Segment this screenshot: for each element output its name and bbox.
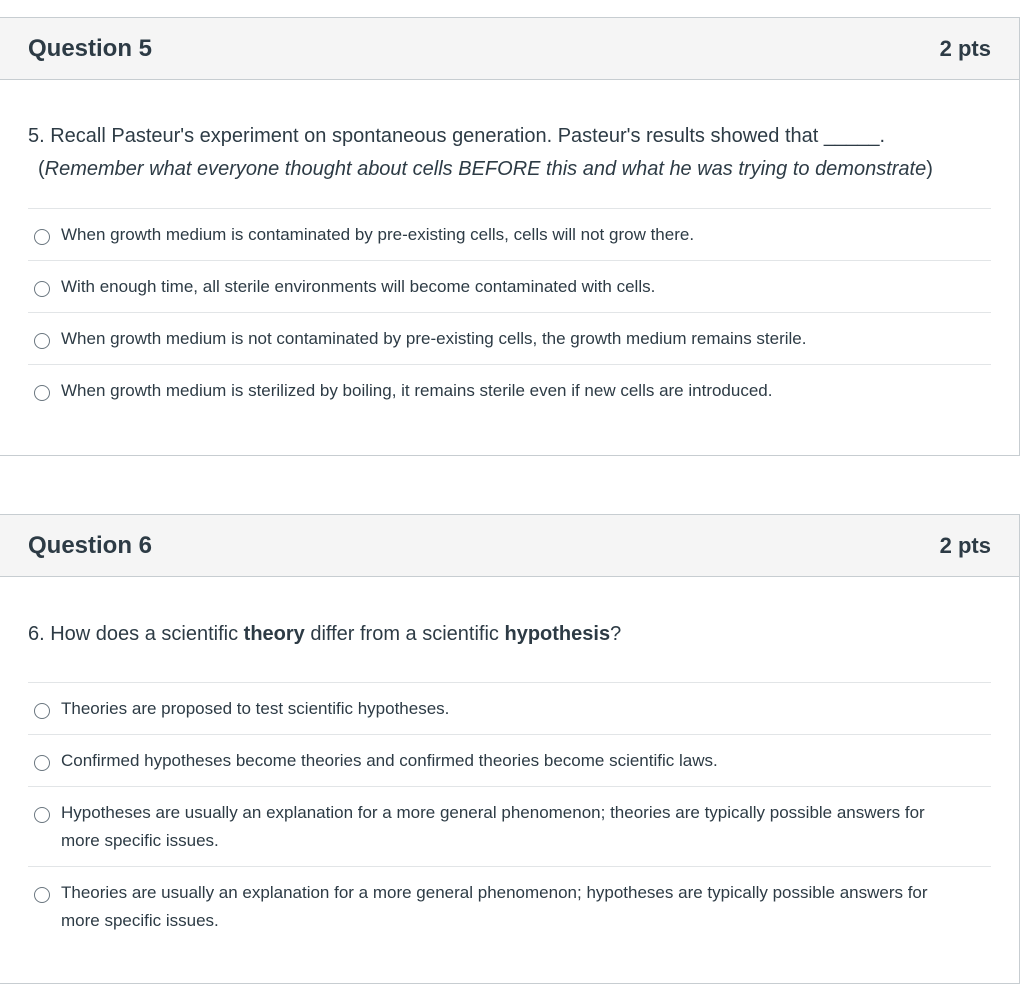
radio-button-icon[interactable] (34, 229, 50, 245)
answer-option[interactable] (28, 866, 991, 946)
answer-option[interactable] (28, 364, 991, 416)
question-5-card (0, 17, 1020, 456)
question-6-answers (28, 682, 991, 946)
radio-button-icon[interactable] (34, 703, 50, 719)
answer-label[interactable]: When growth medium is contaminated by pre-existing cells, cells will not grow there. (61, 225, 695, 244)
radio-button-icon[interactable] (34, 333, 50, 349)
question-6-text-part1: 6. How does a scientific (28, 623, 244, 645)
radio-button-icon[interactable] (34, 281, 50, 297)
answer-label[interactable]: Theories are proposed to test scientific hypotheses. (61, 699, 450, 718)
question-6-text (28, 618, 991, 651)
question-5-body (0, 120, 1019, 416)
radio-button-icon[interactable] (34, 755, 50, 771)
question-6-text-part3: ? (610, 623, 622, 645)
answer-label[interactable]: Theories are usually an explanation for a more general phenomenon; hypotheses are typically possible answers for more specific issues. (61, 883, 928, 930)
answer-label[interactable]: Hypotheses are usually an explanation for a more general phenomenon; theories are typically possible answers for more specific issues. (61, 803, 925, 850)
answer-option[interactable] (28, 312, 991, 364)
paren-open: ( (38, 158, 45, 180)
question-5-hint: Remember what everyone thought about cells BEFORE this and what he was trying to demonstrate (44, 158, 927, 180)
answer-option[interactable] (28, 208, 991, 260)
question-6-title: Question 6 (28, 531, 153, 559)
question-6-card (0, 514, 1020, 984)
question-5-points: 2 pts (939, 35, 991, 61)
question-6-term-theory: theory (243, 623, 305, 645)
radio-button-icon[interactable] (34, 807, 50, 823)
answer-label[interactable]: When growth medium is not contaminated by pre-existing cells, the growth medium remains sterile. (61, 329, 807, 348)
answer-label[interactable]: When growth medium is sterilized by boiling, it remains sterile even if new cells are introduced. (61, 381, 773, 400)
answer-option[interactable] (28, 786, 991, 866)
question-5-header (0, 18, 1019, 80)
paren-close: ) (926, 158, 933, 180)
question-6-header (0, 515, 1019, 577)
question-6-body (0, 618, 1019, 946)
question-5-text-line1: 5. Recall Pasteur's experiment on spontaneous generation. Pasteur's results showed that _____. (28, 125, 886, 147)
question-5-text-line2 (28, 153, 991, 186)
answer-option[interactable] (28, 682, 991, 734)
question-6-term-hypothesis: hypothesis (504, 623, 611, 645)
question-6-text-part2: differ from a scientific (304, 623, 505, 645)
question-6-points: 2 pts (939, 532, 991, 558)
answer-option[interactable] (28, 260, 991, 312)
radio-button-icon[interactable] (34, 887, 50, 903)
question-5-title: Question 5 (28, 34, 153, 62)
answer-option[interactable] (28, 734, 991, 786)
answer-label[interactable]: With enough time, all sterile environments will become contaminated with cells. (61, 277, 656, 296)
radio-button-icon[interactable] (34, 385, 50, 401)
answer-label[interactable]: Confirmed hypotheses become theories and confirmed theories become scientific laws. (61, 751, 718, 770)
question-5-answers (28, 208, 991, 416)
question-5-text (28, 120, 991, 186)
